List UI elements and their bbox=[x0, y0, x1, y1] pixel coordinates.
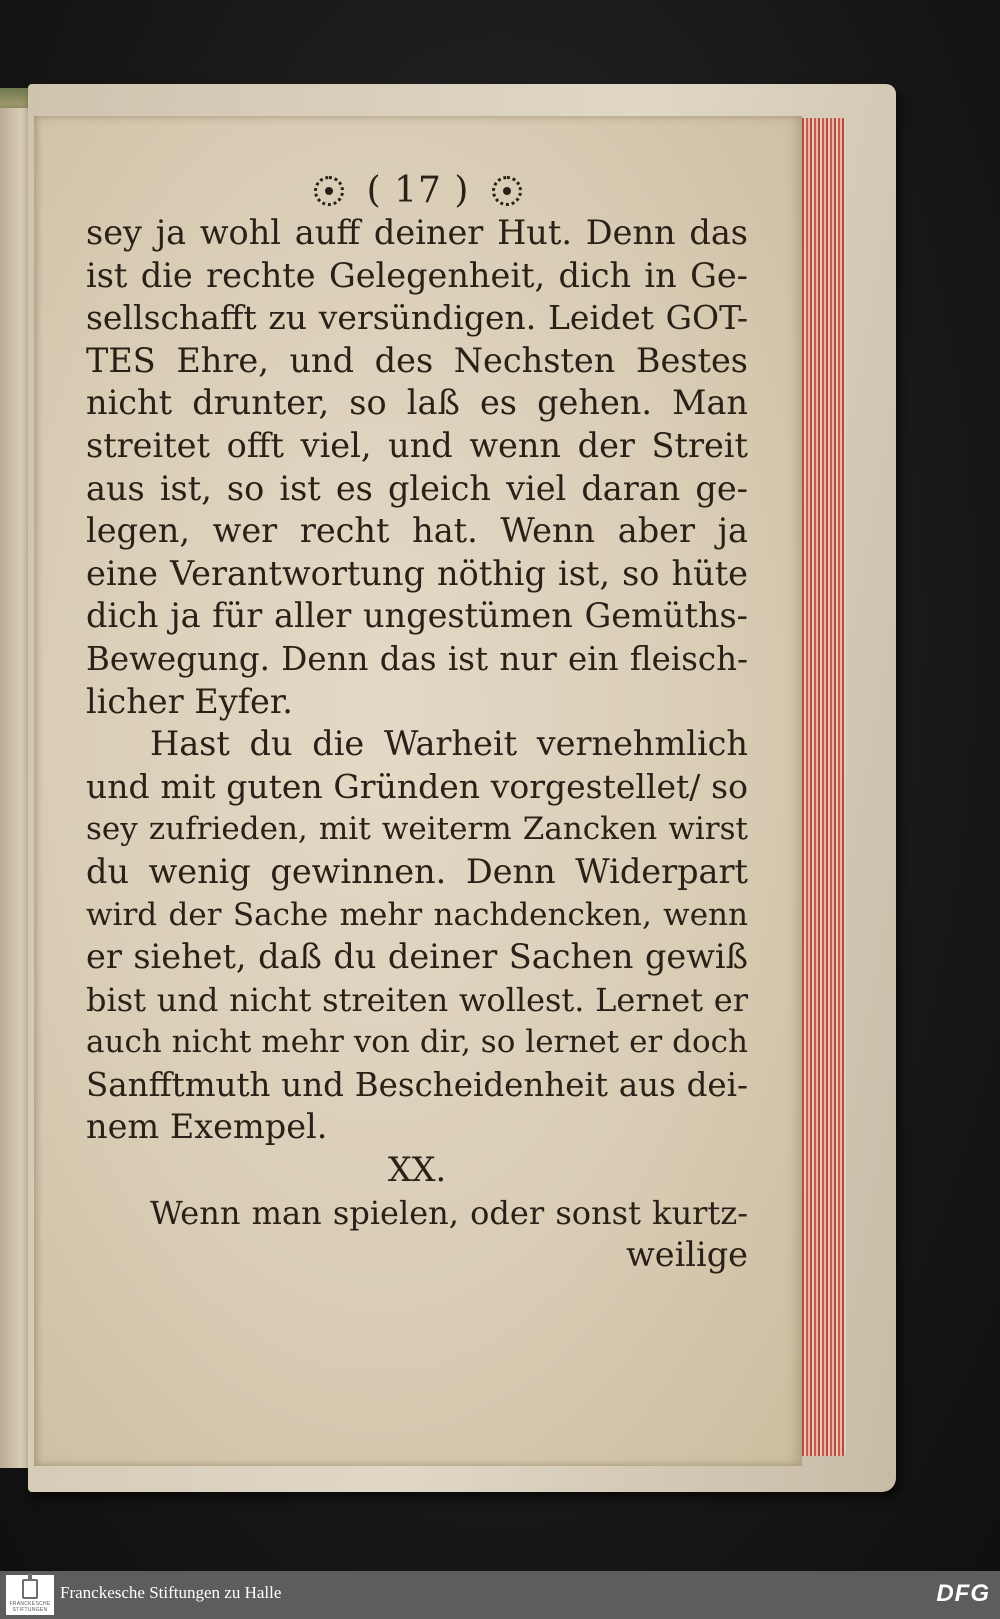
text-line: Sanfftmuth und Bescheidenheit aus dei- bbox=[86, 1065, 748, 1104]
section-number: XX. bbox=[387, 1150, 447, 1190]
section-heading: Wenn man spielen, oder sonst kurtz- bbox=[150, 1193, 748, 1232]
text-line: licher Eyfer. bbox=[86, 681, 293, 721]
text-line: legen, wer recht hat. Wenn aber ja bbox=[86, 511, 748, 551]
building-icon bbox=[22, 1579, 38, 1599]
text-line: er siehet, daß du deiner Sachen gewiß bbox=[86, 937, 748, 977]
text-line: eine Verantwortung nöthig ist, so hüte bbox=[86, 553, 748, 593]
text-block bbox=[86, 212, 748, 1277]
page-number: ( 17 ) bbox=[366, 170, 470, 211]
text-line: dich ja für aller ungestümen Gemüths- bbox=[86, 596, 748, 636]
institution-name: Franckesche Stiftungen zu Halle bbox=[60, 1583, 282, 1602]
catchword: weilige bbox=[626, 1235, 748, 1275]
book-page bbox=[34, 116, 802, 1466]
text-line: sellschafft zu versündigen. Leidet GOT- bbox=[86, 298, 748, 338]
text-line: Bewegung. Denn das ist nur ein fleisch- bbox=[86, 639, 748, 678]
text-line: sey ja wohl auff deiner Hut. Denn das bbox=[86, 213, 748, 252]
institution-logo bbox=[6, 1575, 54, 1615]
text-line: nem Exempel. bbox=[86, 1107, 328, 1147]
text-line: und mit guten Gründen vorgestellet/ so bbox=[86, 766, 748, 806]
text-line: wird der Sache mehr nachdencken, wenn bbox=[86, 896, 748, 933]
page-header bbox=[34, 170, 802, 211]
text-line: du wenig gewinnen. Denn Widerpart bbox=[86, 851, 748, 891]
text-line: TES Ehre, und des Nechsten Bestes bbox=[86, 340, 748, 380]
flower-ornament-icon bbox=[492, 176, 522, 206]
footer-bar bbox=[0, 1571, 1000, 1619]
text-line: sey zufrieden, mit weiterm Zancken wirst bbox=[86, 811, 748, 848]
text-line: auch nicht mehr von dir, so lernet er doch bbox=[86, 1024, 748, 1061]
logo-text: FRANCKESCHE STIFTUNGEN bbox=[9, 1601, 51, 1613]
text-line: Hast du die Warheit vernehmlich bbox=[150, 724, 748, 764]
dfg-logo: DFG bbox=[936, 1580, 990, 1607]
text-line: streitet offt viel, und wenn der Streit bbox=[86, 425, 748, 465]
text-line: aus ist, so ist es gleich viel daran ge- bbox=[86, 468, 748, 508]
text-line: nicht drunter, so laß es gehen. Man bbox=[86, 383, 748, 423]
text-line: ist die rechte Gelegenheit, dich in Ge- bbox=[86, 255, 748, 295]
flower-ornament-icon bbox=[314, 176, 344, 206]
text-line: bist und nicht streiten wollest. Lernet er bbox=[86, 980, 748, 1019]
